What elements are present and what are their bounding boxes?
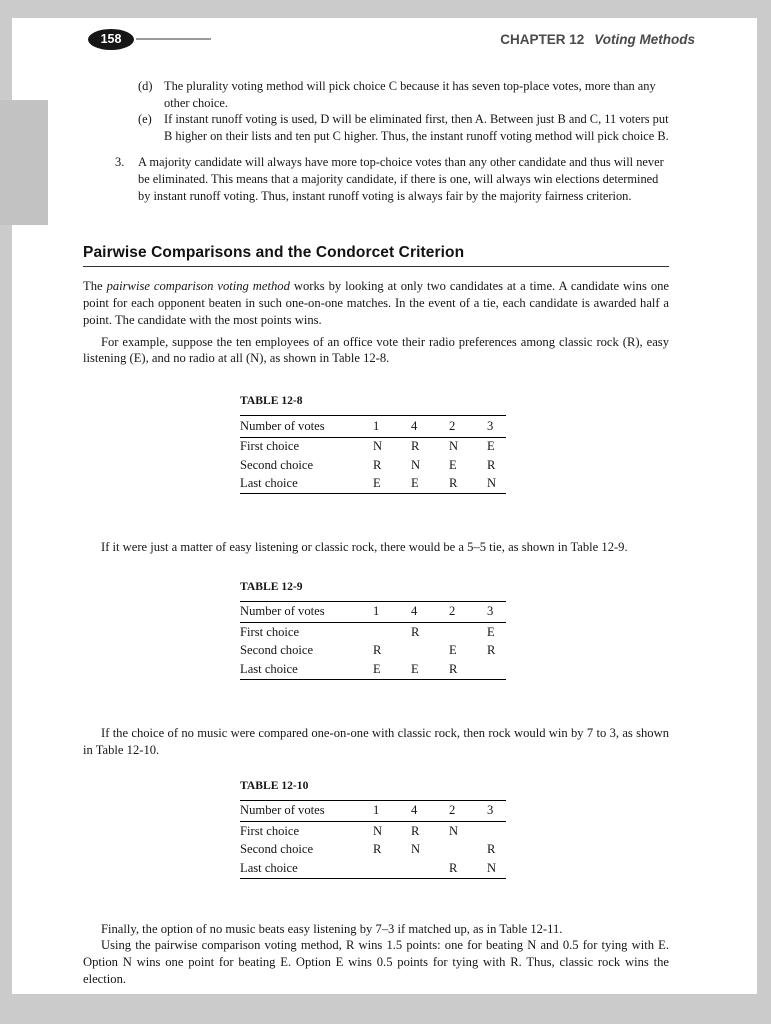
- table-row-label-header: Number of votes: [240, 604, 325, 619]
- table-votes-header: 2: [449, 418, 456, 433]
- header-rule-ornament: [136, 38, 211, 40]
- table-votes-header: 3: [487, 803, 494, 818]
- chapter-title: Voting Methods: [594, 31, 695, 47]
- row-label: First choice: [240, 439, 300, 454]
- paragraph-pairwise-intro: [83, 278, 669, 328]
- table-row: [240, 475, 506, 494]
- choice-cell: E: [411, 661, 419, 676]
- row-label: Second choice: [240, 842, 314, 857]
- choice-cell: E: [373, 476, 381, 491]
- choice-cell: E: [411, 476, 419, 491]
- row-label: Last choice: [240, 661, 298, 676]
- list-item-text: The plurality voting method will pick choice C because it has seven top-place votes, more than any other choice.: [164, 79, 656, 110]
- table-votes-header: 4: [411, 418, 418, 433]
- choice-cell: [411, 859, 449, 878]
- choice-cell: R: [411, 624, 420, 639]
- table-12-10: [240, 779, 695, 879]
- table-votes-header: 4: [411, 803, 418, 818]
- table-votes-header: 1: [373, 604, 380, 619]
- paragraph-no-music-vs-rock: If the choice of no music were compared one-on-one with classic rock, then rock would win by 7 to 3, as shown in Table 12-10.: [83, 725, 669, 757]
- choice-cell: R: [449, 860, 458, 875]
- table-row: [240, 623, 506, 642]
- table-row-label-header: Number of votes: [240, 418, 325, 433]
- choice-cell: N: [411, 457, 421, 472]
- choice-cell: N: [487, 476, 497, 491]
- table-row-label-header: Number of votes: [240, 803, 325, 818]
- choice-cell: R: [411, 823, 420, 838]
- vote-table: [240, 601, 506, 680]
- table-votes-header: 1: [373, 418, 380, 433]
- table-votes-header: 3: [487, 418, 494, 433]
- paragraph-conclusion: Using the pairwise comparison voting method, R wins 1.5 points: one for beating N and 0.5 for tying with E. Option N wins one point for beating E. Option E wins 0.5 points for tying with R. Thus, classic rock wins the election.: [83, 938, 669, 986]
- row-label: Last choice: [240, 860, 298, 875]
- table-12-9: [240, 580, 695, 680]
- table-row: [240, 456, 506, 475]
- choice-cell: R: [487, 842, 496, 857]
- list-item-e: [138, 111, 670, 144]
- list-item-d: [138, 78, 670, 111]
- paragraph-example: For example, suppose the ten employees of an office vote their radio preferences among classic rock (R), easy listening (E), and no radio at all (N), as shown in Table 12-8.: [83, 334, 669, 366]
- choice-cell: N: [373, 439, 383, 454]
- choice-cell: R: [373, 842, 382, 857]
- row-label: Last choice: [240, 476, 298, 491]
- table-votes-header: 1: [373, 803, 380, 818]
- vote-table: [240, 800, 506, 879]
- choice-cell: R: [411, 439, 420, 454]
- choice-cell: [449, 623, 487, 642]
- choice-cell: E: [487, 439, 495, 454]
- running-head: [500, 32, 695, 47]
- choice-cell: E: [449, 457, 457, 472]
- table-label: TABLE 12-9: [240, 579, 303, 593]
- choice-cell: [411, 642, 449, 661]
- table-row: [240, 642, 506, 661]
- choice-cell: E: [449, 643, 457, 658]
- page-number: 158: [100, 32, 122, 46]
- choice-cell: R: [373, 457, 382, 472]
- list-item-label: (e): [138, 112, 152, 127]
- choice-cell: R: [487, 643, 496, 658]
- row-label: Second choice: [240, 643, 314, 658]
- choice-cell: R: [449, 476, 458, 491]
- table-12-8: [240, 394, 695, 494]
- table-header-row: [240, 416, 506, 438]
- choice-cell: [487, 660, 506, 679]
- table-row: [240, 859, 506, 878]
- paragraph-finally: Finally, the option of no music beats easy listening by 7–3 if matched up, as in Table 12-11.: [101, 921, 563, 936]
- page-header: [88, 28, 695, 50]
- list-item-text: If instant runoff voting is used, D will be eliminated first, then A. Between just B and C, 11 voters put B higher on their lists and ten put C higher. Thus, the instant runoff voting method will pick choice B.: [164, 112, 669, 143]
- table-row: [240, 437, 506, 456]
- paragraph-text: The: [83, 279, 107, 294]
- answers-list: [83, 78, 695, 204]
- table-votes-header: 2: [449, 604, 456, 619]
- table-row: [240, 660, 506, 679]
- table-votes-header: 3: [487, 604, 494, 619]
- choice-cell: N: [449, 823, 459, 838]
- table-votes-header: 2: [449, 803, 456, 818]
- choice-cell: [373, 623, 411, 642]
- choice-cell: R: [373, 643, 382, 658]
- choice-cell: R: [449, 661, 458, 676]
- choice-cell: E: [487, 624, 495, 639]
- choice-cell: E: [373, 661, 381, 676]
- table-label: TABLE 12-10: [240, 778, 309, 792]
- choice-cell: [449, 841, 487, 860]
- vote-table: [240, 415, 506, 494]
- choice-cell: R: [487, 457, 496, 472]
- row-label: Second choice: [240, 457, 314, 472]
- table-votes-header: 4: [411, 604, 418, 619]
- section-heading-rule: [83, 266, 669, 267]
- paragraph-tie: If it were just a matter of easy listening or classic rock, there would be a 5–5 tie, as shown in Table 12-9.: [101, 540, 628, 555]
- section-heading: Pairwise Comparisons and the Condorcet Criterion: [83, 244, 465, 262]
- choice-cell: N: [449, 439, 459, 454]
- table-row: [240, 841, 506, 860]
- choice-cell: [373, 859, 411, 878]
- choice-cell: N: [373, 823, 383, 838]
- table-row: [240, 822, 506, 841]
- list-item-label: 3.: [115, 155, 125, 170]
- page-number-badge: [88, 29, 134, 50]
- italic-term: pairwise comparison voting method: [106, 279, 290, 294]
- table-header-row: [240, 601, 506, 623]
- list-item-label: (d): [138, 79, 153, 93]
- choice-cell: [487, 822, 506, 841]
- table-header-row: [240, 800, 506, 822]
- choice-cell: N: [411, 842, 421, 857]
- choice-cell: N: [487, 860, 497, 875]
- table-label: TABLE 12-8: [240, 394, 303, 408]
- paragraph-text: works by looking at only two candidates at a time. A candidate wins one point for each opponent beaten in such one-on-one matches. In the event of a tie, each candidate is awarded half a point. The candidate with the most points wins.: [83, 279, 670, 327]
- list-item-3: [115, 154, 671, 204]
- list-item-text: A majority candidate will always have more top-choice votes than any other candidate and thus will never be eliminated. This means that a majority candidate, if there is one, will always win elections determined by instant runoff voting. Thus, instant runoff voting is always fair by the majority fairness criterion.: [138, 155, 664, 203]
- row-label: First choice: [240, 624, 300, 639]
- chapter-number: CHAPTER 12: [500, 31, 585, 47]
- row-label: First choice: [240, 823, 300, 838]
